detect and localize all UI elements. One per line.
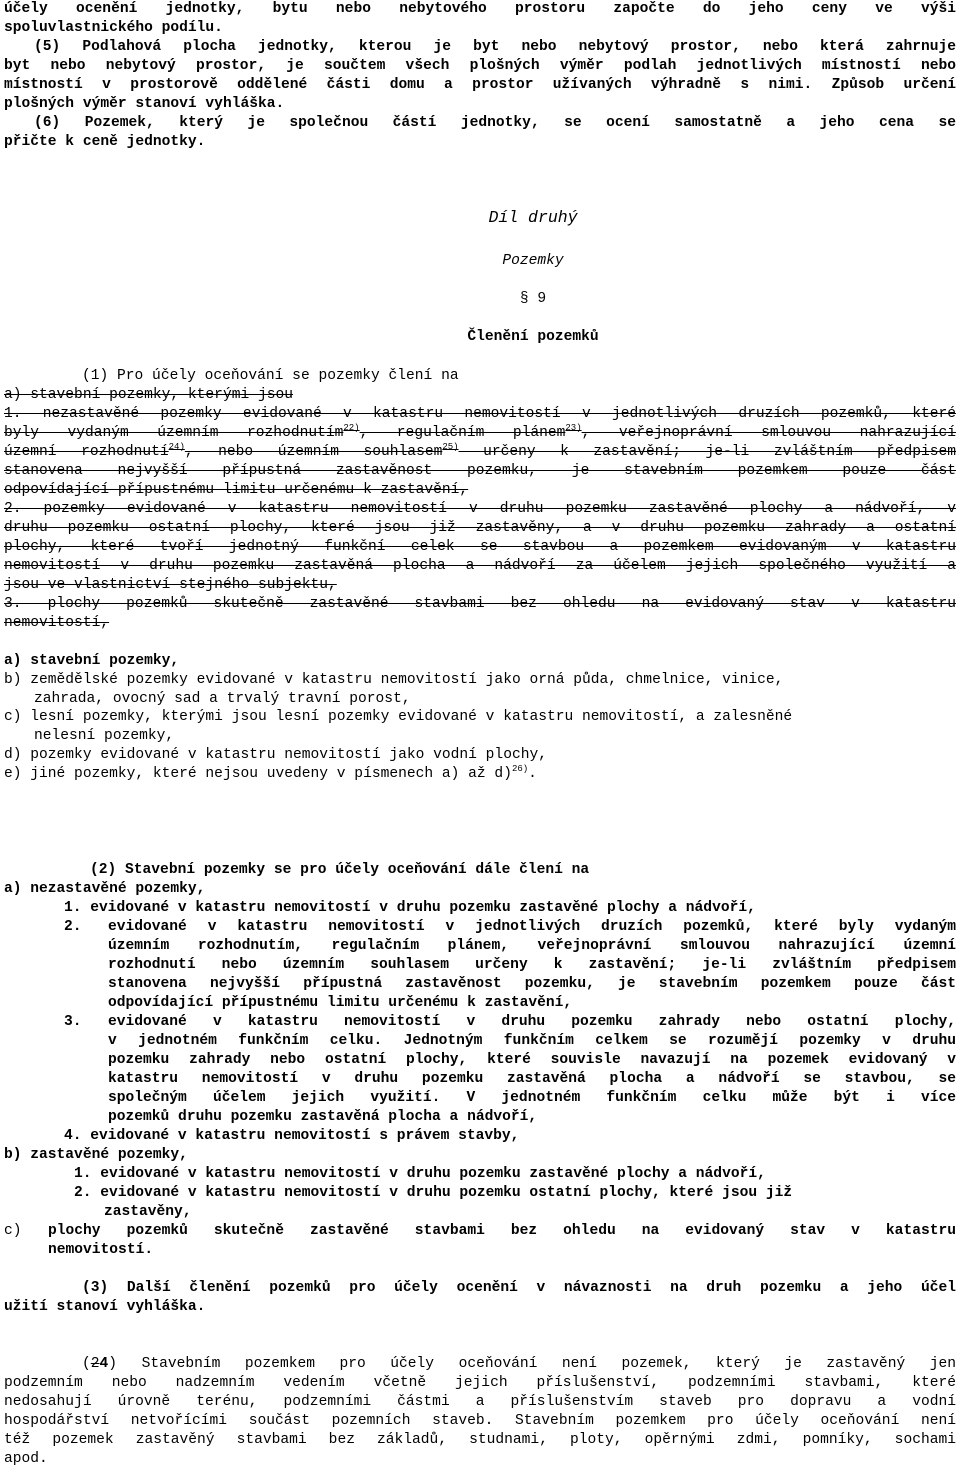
paragraph-4-line: podzemním nebo nadzemním vedením včetně jejich příslušenství, podzemními stavbami, které xyxy=(4,1375,956,1391)
list-item-e-text: e) jiné pozemky, které nejsou uvedeny v písmenech a) až d) xyxy=(4,766,512,782)
paragraph-2-c-label: c) xyxy=(4,1223,22,1239)
paragraph-4-line: apod. xyxy=(4,1451,48,1467)
part-title: Pozemky xyxy=(502,253,564,269)
deleted-text: , regulačním plánem xyxy=(359,425,566,441)
paragraph-3-line: užití stanoví vyhláška. xyxy=(4,1299,206,1315)
text-line: spoluvlastnického podílu. xyxy=(4,20,223,36)
paragraph-2-a3-num: 3. xyxy=(64,1014,82,1030)
paragraph-2-a3-line: společným účelem jejich využití. V jednotném funkčním celku může být i více xyxy=(108,1090,956,1106)
section-title: Členění pozemků xyxy=(467,329,599,345)
deleted-line xyxy=(4,443,956,462)
paragraph-4-line: nedosahují úrovně terénu, podzemními částmi a příslušenstvím staveb pro dopravu a vodní xyxy=(4,1394,956,1410)
paragraph-2-a: a) nezastavěné pozemky, xyxy=(4,881,206,897)
list-item-a: a) stavební pozemky, xyxy=(4,653,180,669)
paragraph-2-b2-cont: zastavěny, xyxy=(104,1204,192,1220)
paragraph-5-line: (5) Podlahová plocha jednotky, kterou je byt nebo nebytový prostor, nebo která zahrnuje xyxy=(34,39,956,55)
paragraph-4-text: ) Stavebním pozemkem pro účely oceňování není pozemek, který je zastavěný jen xyxy=(108,1356,956,1372)
list-item-b-cont: zahrada, ovocný sad a trvalý travní porost, xyxy=(34,691,411,707)
paragraph-4-line: též pozemek zastavěný stavbami bez základů, studnami, ploty, opěrnými zdmi, pomníky, sochami xyxy=(4,1432,956,1448)
paragraph-2-a3-line: pozemku zahrady nebo ostatní plochy, které souvisle navazují na pozemek evidovaný v xyxy=(108,1052,956,1068)
deleted-line: odpovídající přípustnému limitu určenému k zastavění, xyxy=(4,482,469,498)
footnote-ref[interactable]: 23) xyxy=(565,423,582,433)
paragraph-2-a2-num: 2. xyxy=(64,919,82,935)
part-heading: Díl druhý xyxy=(488,208,578,227)
paren: ( xyxy=(82,1356,91,1372)
paragraph-2-b: b) zastavěné pozemky, xyxy=(4,1147,188,1163)
deleted-line: jsou ve vlastnictví stejného subjektu, xyxy=(4,577,337,593)
paragraph-2-a2-line: rozhodnutí nebo územním souhlasem určeny k zastavění; je-li zvláštním předpisem xyxy=(108,957,956,973)
paragraph-3-line: (3) Další členění pozemků pro účely ocenění v návaznosti na druh pozemku a jeho účel xyxy=(82,1280,956,1296)
deleted-line: nemovitostí v druhu pozemku zastavěná plocha a nádvoří za účelem jejich společného využití a xyxy=(4,558,956,574)
section-number: § 9 xyxy=(519,291,547,307)
paragraph-2-a4: 4. evidované v katastru nemovitostí s právem stavby, xyxy=(64,1128,520,1144)
deleted-text: , veřejnoprávní smlouvou nahrazující xyxy=(581,425,956,441)
deleted-text: , nebo územním souhlasem xyxy=(184,444,443,460)
deleted-line xyxy=(4,424,956,443)
paragraph-2-a2-line: evidované v katastru nemovitostí v jednotlivých druzích pozemků, které byly vydaným xyxy=(108,919,956,935)
paragraph-2-a3-line: evidované v katastru nemovitostí v druhu pozemku zahrady nebo ostatní plochy, xyxy=(108,1014,956,1030)
paragraph-2-a2-line: územním rozhodnutím, regulačním plánem, veřejnoprávní smlouvou nahrazující územní xyxy=(108,938,956,954)
paragraph-5-line: místností v prostorově oddělené části domu a prostor užívaných výhradně s nimi. Způsob určení xyxy=(4,77,956,93)
paragraph-2-a1: 1. evidované v katastru nemovitostí v druhu pozemku zastavěné plochy a nádvoří, xyxy=(64,900,756,916)
list-item-b: b) zemědělské pozemky evidované v katastru nemovitostí jako orná půda, chmelnice, vinice, xyxy=(4,672,784,688)
paragraph-2-intro: (2) Stavební pozemky se pro účely oceňování dále člení na xyxy=(90,862,590,878)
footnote-ref[interactable]: 25) xyxy=(442,442,459,452)
footnote-ref[interactable]: 24) xyxy=(168,442,185,452)
list-item-d: d) pozemky evidované v katastru nemovitostí jako vodní plochy, xyxy=(4,747,547,763)
deleted-line: 2. pozemky evidované v katastru nemovitostí v druhu pozemku zastavěné plochy a nádvoří, v xyxy=(4,501,956,517)
deleted-text: určeny k zastavění; je-li zvláštním předpisem xyxy=(458,444,956,460)
paragraph-2-c-line: nemovitostí. xyxy=(48,1242,154,1258)
paragraph-2-a3-line: v jednotném funkčním celku. Jednotným funkčním celkem se rozumějí pozemky v druhu xyxy=(108,1033,956,1049)
deleted-line: 1. nezastavěné pozemky evidované v katastru nemovitostí v jednotlivých druzích pozemků, které xyxy=(4,406,956,422)
list-item-e-end: . xyxy=(528,766,537,782)
paragraph-2-b1: 1. evidované v katastru nemovitostí v druhu pozemku zastavěné plochy a nádvoří, xyxy=(74,1166,766,1182)
deleted-text: byly vydaným územním rozhodnutím xyxy=(4,425,344,441)
paragraph-1-intro: (1) Pro účely oceňování se pozemky člení na xyxy=(82,368,459,384)
list-item-c: c) lesní pozemky, kterými jsou lesní pozemky evidované v katastru nemovitostí, a zalesněné xyxy=(4,709,793,725)
list-item-e xyxy=(4,765,956,784)
deleted-number: 2 xyxy=(90,1356,100,1372)
paragraph-5-line: plošných výměr stanoví vyhláška. xyxy=(4,96,285,112)
paragraph-2-b2: 2. evidované v katastru nemovitostí v druhu pozemku ostatní plochy, které jsou již xyxy=(74,1185,793,1201)
paragraph-6-line: přičte k ceně jednotky. xyxy=(4,134,206,150)
deleted-line: plochy, které tvoří jednotný funkční celek se stavbou a pozemkem evidovaným v katastru xyxy=(4,539,956,555)
paragraph-6-line: (6) Pozemek, který je společnou částí jednotky, se ocení samostatně a jeho cena se xyxy=(34,115,956,131)
footnote-ref[interactable]: 22) xyxy=(343,423,360,433)
deleted-line: stanovena nejvyšší přípustná zastavěnost pozemku, je stavebním pozemkem pouze část xyxy=(4,463,956,479)
paragraph-2-a2-line: odpovídající přípustnému limitu určenému k zastavění, xyxy=(108,995,573,1011)
deleted-line: 3. plochy pozemků skutečně zastavěné stavbami bez ohledu na evidovaný stav v katastru xyxy=(4,596,956,612)
footnote-ref[interactable]: 26) xyxy=(511,764,529,774)
paragraph-4-line: hospodářství netvořícími součást pozemních staveb. Stavebním pozemkem pro účely oceňování není xyxy=(4,1413,956,1429)
paragraph-4-line xyxy=(82,1355,956,1374)
deleted-line: druhu pozemku ostatní plochy, které jsou již zastavěny, a v druhu pozemku zahrady a ostatní xyxy=(4,520,956,536)
paragraph-2-a3-line: pozemků druhu pozemku zastavěná plocha a nádvoří, xyxy=(108,1109,538,1125)
new-number: 4 xyxy=(99,1356,109,1372)
text-line: účely ocenění jednotky, bytu nebo nebytového prostoru započte do jeho ceny ve výši xyxy=(4,1,956,17)
paragraph-2-c-line: plochy pozemků skutečně zastavěné stavbami bez ohledu na evidovaný stav v katastru xyxy=(48,1223,956,1239)
paragraph-2-a3-line: katastru nemovitostí v druhu pozemku zastavěná plocha a nádvoří se stavbou, se xyxy=(108,1071,956,1087)
deleted-line: a) stavební pozemky, kterými jsou xyxy=(4,387,294,403)
paragraph-2-a2-line: stanovena nejvyšší přípustná zastavěnost pozemku, je stavebním pozemkem pouze část xyxy=(108,976,956,992)
deleted-text: územní rozhodnutí xyxy=(4,444,169,460)
deleted-line: nemovitostí, xyxy=(4,615,110,631)
list-item-c-cont: nelesní pozemky, xyxy=(34,728,175,744)
paragraph-5-line: byt nebo nebytový prostor, je součtem všech plošných výměr podlah jednotlivých místností nebo xyxy=(4,58,956,74)
